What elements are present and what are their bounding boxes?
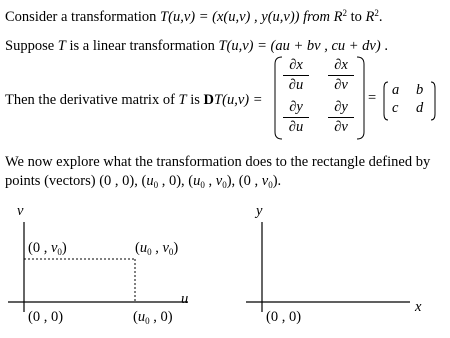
explore-paragraph-line2: points (vectors) (0 , 0), ($u_0$ , 0), ($u_0$ , $v_0$), (0 , $v_0$). [5, 173, 282, 190]
equals-sign: = [368, 90, 377, 106]
entry-d: d [416, 100, 424, 116]
point-0-v0-label: (0 , $v_0$) [28, 240, 67, 257]
entry-dy-du: $\frac{\partial y}{\partial u}$ [283, 99, 309, 136]
coef-left-bracket [384, 82, 388, 120]
right-origin-label: (0 , 0) [266, 309, 302, 325]
coef-right-bracket [431, 82, 435, 120]
x-axis-label: x [415, 299, 422, 315]
jacobian-left-bracket [275, 57, 282, 139]
jacobian-right-bracket [357, 57, 364, 139]
entry-b: b [416, 82, 424, 98]
entry-a: a [392, 82, 400, 98]
y-axis-label: y [256, 203, 263, 219]
intro-line: Consider a transformation T(u,v) = (x(u,v) , y(u,v)) from $R^2$ to $R^2$. [5, 8, 383, 25]
explore-paragraph-line1: We now explore what the transformation does to the rectangle defined by [5, 154, 431, 170]
linear-definition-line: Suppose T is a linear transformation T(u,v) = (au + bv , cu + dv) . [5, 38, 388, 54]
left-origin-label: (0 , 0) [28, 309, 64, 325]
entry-dx-du: $\frac{\partial x}{\partial u}$ [283, 57, 309, 94]
u-axis-label: u [181, 291, 189, 307]
entry-c: c [392, 100, 399, 116]
entry-dy-dv: $\frac{\partial y}{\partial v}$ [328, 99, 354, 136]
derivative-matrix-line: Then the derivative matrix of T is DT(u,v) = [5, 92, 263, 108]
point-u0-v0-label: ($u_0$ , $v_0$) [135, 240, 179, 257]
entry-dx-dv: $\frac{\partial x}{\partial v}$ [328, 57, 354, 94]
v-axis-label: v [17, 203, 24, 219]
point-u0-0-label: ($u_0$ , 0) [133, 309, 173, 326]
